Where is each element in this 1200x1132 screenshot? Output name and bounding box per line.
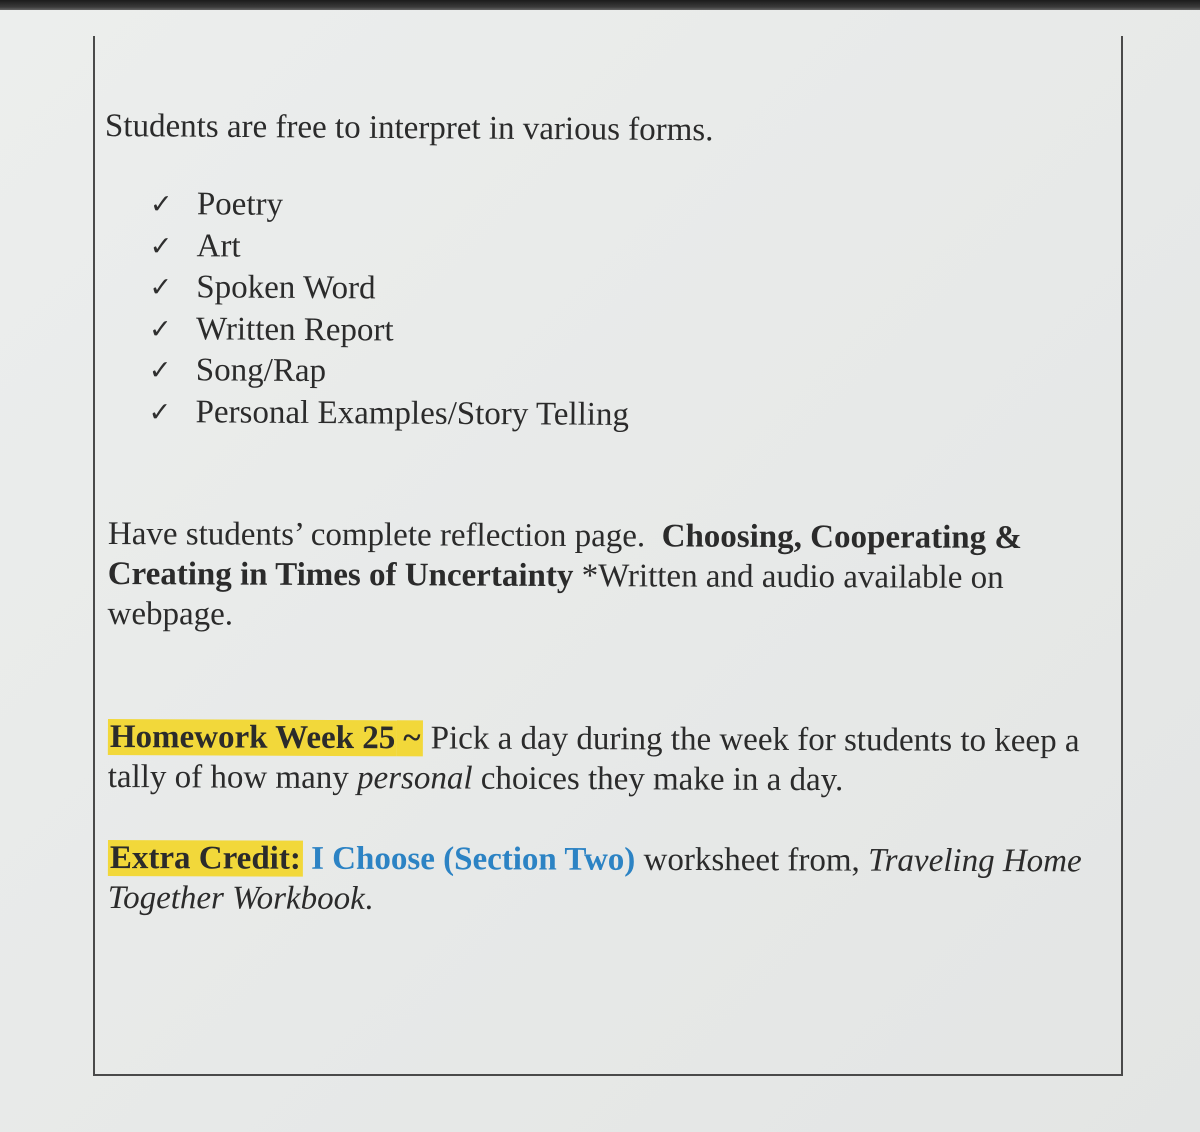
extra-credit-paragraph bbox=[108, 838, 1098, 921]
worksheet-title: I Choose (Section Two) bbox=[311, 840, 636, 878]
list-item-label: Poetry bbox=[196, 186, 284, 223]
forms-checklist bbox=[148, 184, 630, 436]
intro-text: Students are free to interpret in various forms. bbox=[104, 108, 714, 149]
list-item-label: Spoken Word bbox=[196, 269, 376, 307]
reflection-paragraph bbox=[107, 514, 1098, 638]
extra-credit-middle: worksheet from, bbox=[643, 841, 860, 879]
checkmark-icon: ✓ bbox=[148, 354, 172, 387]
list-item bbox=[150, 184, 631, 228]
list-item bbox=[148, 391, 629, 435]
list-item bbox=[149, 225, 630, 269]
homework-emphasis: personal bbox=[356, 760, 473, 797]
checkmark-icon: ✓ bbox=[149, 230, 173, 262]
list-item-label: Personal Examples/Story Telling bbox=[195, 393, 630, 433]
checkmark-icon: ✓ bbox=[149, 271, 173, 304]
homework-separator: ~ bbox=[397, 720, 422, 756]
list-item bbox=[149, 267, 630, 311]
checkmark-icon: ✓ bbox=[149, 188, 173, 221]
reflection-note: *Written and audio available on webpage. bbox=[107, 558, 1004, 633]
reflection-title: Choosing, Cooperating & Creating in Times of Uncertainty bbox=[107, 518, 1023, 595]
extra-credit-label: Extra Credit: bbox=[109, 840, 301, 877]
homework-text-before: Pick a day during the week for students to keep a tally of how many bbox=[107, 720, 1080, 797]
list-item bbox=[149, 350, 630, 394]
homework-label: Homework Week 25 bbox=[109, 719, 396, 757]
list-item-label: Song/Rap bbox=[195, 352, 327, 390]
list-item-label: Art bbox=[196, 227, 241, 265]
homework-text-after: choices they make in a day. bbox=[480, 760, 844, 799]
homework-paragraph bbox=[108, 717, 1098, 801]
list-item-label: Written Report bbox=[196, 310, 394, 348]
checkmark-icon: ✓ bbox=[149, 313, 172, 345]
reflection-lead: Have students’ complete reflection page. bbox=[107, 516, 646, 555]
extra-credit-end: . bbox=[364, 880, 374, 917]
workbook-title: Traveling Home Together Workbook bbox=[107, 842, 1082, 917]
checkmark-icon: ✓ bbox=[148, 396, 172, 428]
list-item bbox=[149, 308, 630, 352]
